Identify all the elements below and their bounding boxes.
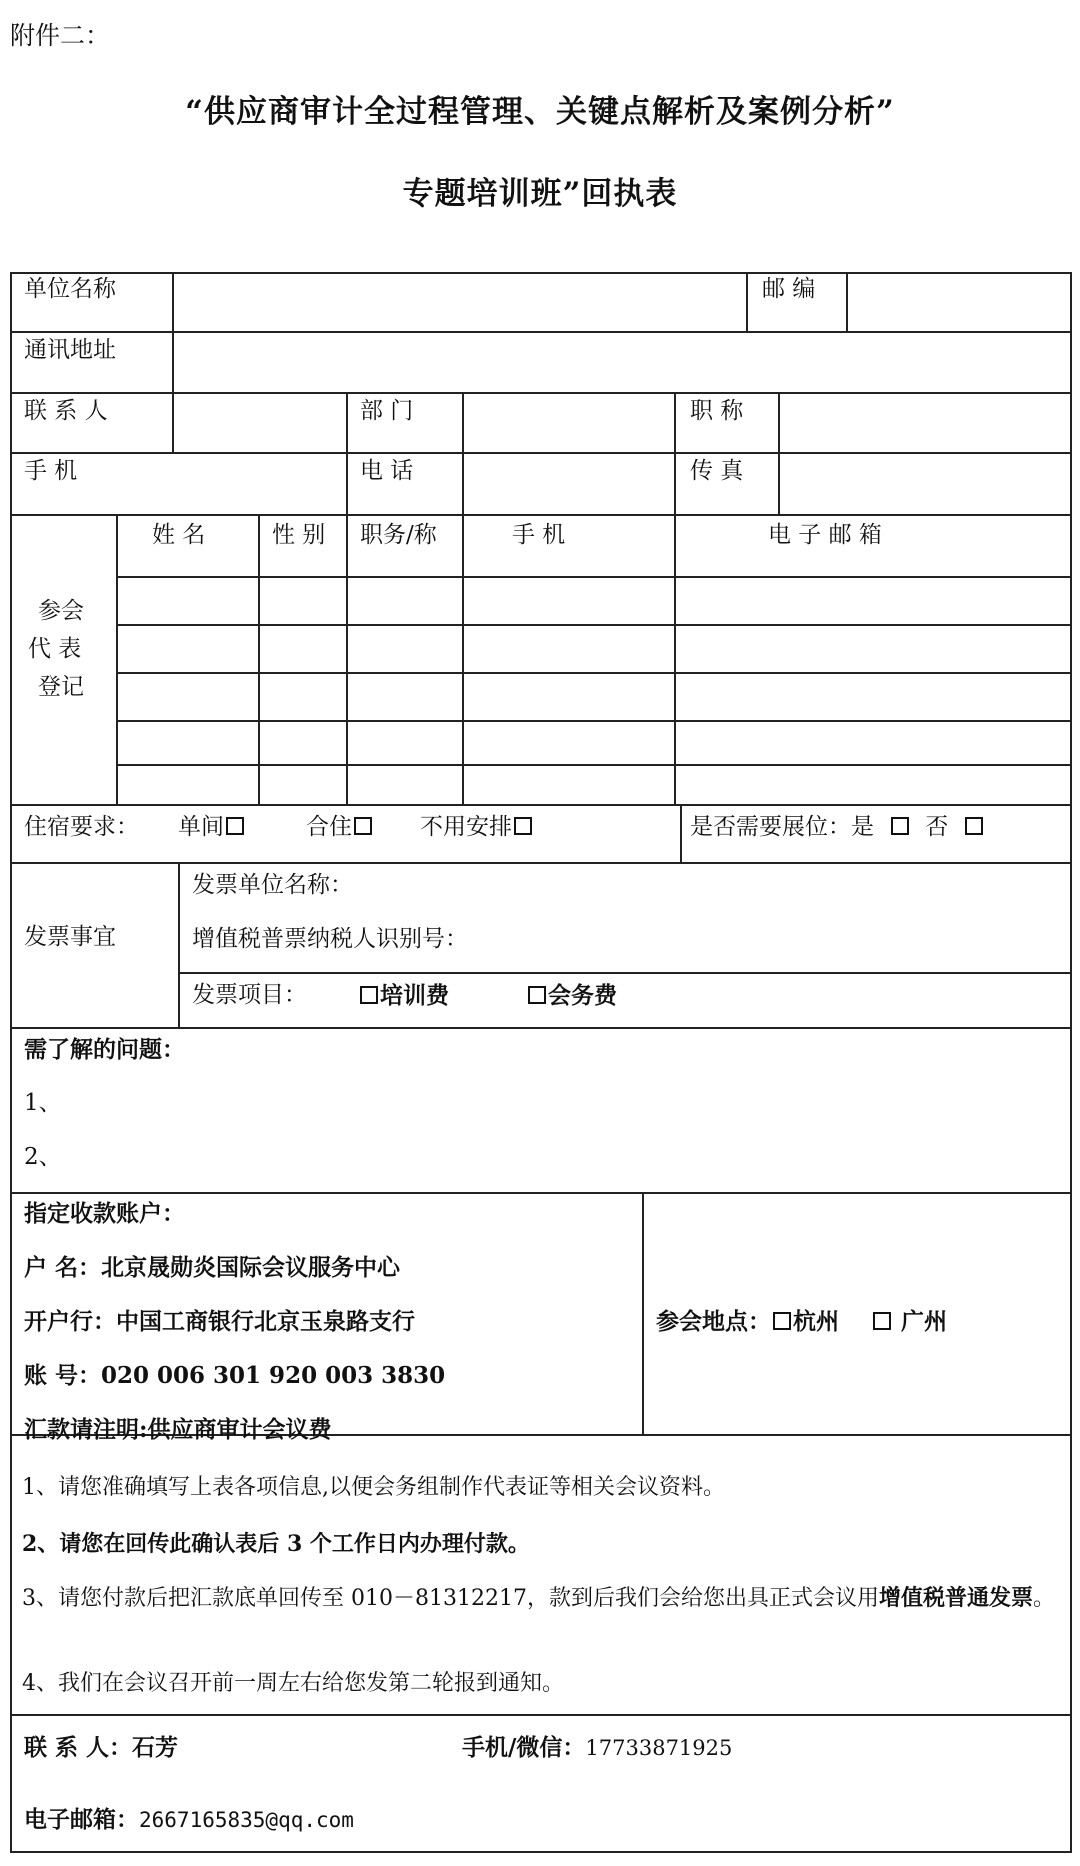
meeting-fee-checkbox[interactable]: [528, 986, 546, 1004]
postcode-label: 邮 编: [762, 276, 816, 302]
footer-mobile: [462, 1734, 732, 1762]
shared-room-checkbox[interactable]: [354, 817, 372, 835]
meeting-fee-label: 会务费: [548, 982, 617, 1009]
booth-no-label: 否: [925, 814, 949, 840]
unit-name-field[interactable]: [176, 276, 742, 328]
lodging-none-option[interactable]: [420, 814, 534, 842]
note-3-emphasis-1: 增值税: [878, 1585, 945, 1611]
booth-yes-label: 是否需要展位：是: [690, 814, 874, 840]
training-fee-label: 培训费: [380, 982, 449, 1009]
job-title-label: 职 称: [690, 398, 744, 424]
mobile-field[interactable]: [176, 456, 342, 510]
attendee-row-3[interactable]: [120, 676, 1068, 716]
col-header-mobile: 手 机: [512, 522, 566, 548]
footer-contact: [24, 1734, 178, 1762]
no-lodging-checkbox[interactable]: [514, 817, 532, 835]
invoice-meeting-option[interactable]: [526, 982, 617, 1010]
note-3-end: 。: [1033, 1586, 1056, 1611]
lodging-label: 住宿要求：: [24, 814, 139, 840]
question-2[interactable]: 2、: [24, 1144, 62, 1170]
single-room-checkbox[interactable]: [226, 817, 244, 835]
account-number: 账 号：020 006 301 920 003 3830: [24, 1362, 446, 1389]
invoice-items-label: 发票项目：: [192, 982, 307, 1008]
footer-mobile-value: 17733871925: [585, 1736, 733, 1760]
footer-email: [24, 1806, 354, 1834]
form-title-line2: 专题培训班”回执表: [402, 176, 678, 212]
lodging-single-option[interactable]: [178, 814, 246, 842]
col-header-gender: 性 别: [272, 522, 326, 548]
footer-contact-name: 石芳: [132, 1734, 179, 1761]
guangzhou-checkbox[interactable]: [873, 1312, 891, 1330]
contact-field[interactable]: [176, 396, 342, 448]
attendee-row-5[interactable]: [120, 768, 1068, 800]
unit-name-label: 单位名称: [24, 276, 116, 302]
footer-email-value[interactable]: 2667165835@qq.com: [139, 1808, 354, 1832]
question-1[interactable]: 1、: [24, 1090, 62, 1116]
account-name: 户 名：北京晟勋炎国际会议服务中心: [24, 1254, 401, 1281]
job-title-field[interactable]: [782, 396, 1066, 448]
phone-label: 电 话: [360, 458, 414, 484]
footer-contact-label: 联 系 人：: [24, 1734, 133, 1761]
mobile-label: 手 机: [24, 458, 78, 484]
invoice-label: 发票事宜: [24, 924, 116, 950]
fax-label: 传 真: [690, 458, 744, 484]
fax-field[interactable]: [782, 456, 1066, 510]
booth-question: [690, 814, 985, 842]
questions-label: 需了解的问题：: [24, 1036, 185, 1063]
footer-mobile-label: 手机/微信：: [462, 1734, 586, 1761]
phone-field[interactable]: [466, 456, 670, 510]
postcode-field[interactable]: [850, 276, 1066, 328]
attendee-row-1[interactable]: [120, 580, 1068, 620]
single-room-label: 单间: [178, 814, 224, 840]
col-header-name: 姓 名: [152, 522, 206, 548]
address-field[interactable]: [176, 336, 1066, 388]
address-label: 通讯地址: [24, 337, 116, 363]
note-1: 1、请您准确填写上表各项信息,以便会务组制作代表证等相关会议资料。: [22, 1475, 725, 1500]
hangzhou-checkbox[interactable]: [773, 1312, 791, 1330]
col-header-email: 电 子 邮 箱: [768, 522, 882, 548]
note-4: 4、我们在会议召开前一周左右给您发第二轮报到通知。: [22, 1671, 564, 1696]
attendee-row-2[interactable]: [120, 628, 1068, 668]
venue-label: 参会地点：: [656, 1308, 771, 1335]
venue-options: [656, 1308, 947, 1336]
note-3-emphasis-2: 普通发票: [944, 1585, 1033, 1611]
note-3-text: 3、请您付款后把汇款底单回传至 010－81312217，款到后我们会给您出具正式会议用: [22, 1586, 879, 1611]
note-3: [22, 1584, 1062, 1614]
form-title-line1: “供应商审计全过程管理、关键点解析及案例分析”: [185, 94, 895, 130]
department-label: 部 门: [360, 398, 414, 424]
attendee-row-4[interactable]: [120, 724, 1068, 760]
lodging-shared-option[interactable]: [306, 814, 374, 842]
attachment-label: 附件二：: [10, 21, 111, 50]
account-bank: 开户行：中国工商银行北京玉泉路支行: [24, 1308, 415, 1335]
note-2: 2、请您在回传此确认表后 3 个工作日内办理付款。: [22, 1531, 530, 1557]
department-field[interactable]: [466, 396, 670, 448]
invoice-training-option[interactable]: [358, 982, 449, 1010]
shared-room-label: 合住: [306, 814, 352, 840]
booth-yes-checkbox[interactable]: [891, 817, 909, 835]
attendee-side-label-1: 参会: [38, 598, 84, 624]
hangzhou-label: 杭州: [793, 1308, 839, 1335]
invoice-unit-name-label: 发票单位名称：: [192, 872, 353, 898]
contact-label: 联 系 人: [24, 398, 108, 424]
training-fee-checkbox[interactable]: [360, 986, 378, 1004]
attendee-side-label-2: 代 表: [28, 636, 82, 662]
booth-no-checkbox[interactable]: [965, 817, 983, 835]
account-label: 指定收款账户：: [24, 1200, 185, 1227]
footer-email-label: 电子邮箱：: [24, 1806, 139, 1833]
attendee-side-label-3: 登记: [38, 674, 84, 700]
no-lodging-label: 不用安排: [420, 814, 512, 840]
col-header-position: 职务/称: [360, 522, 437, 548]
account-remark: 汇款请注明:供应商审计会议费: [24, 1416, 332, 1443]
invoice-tax-id-label: 增值税普票纳税人识别号：: [192, 926, 468, 952]
guangzhou-label: 广州: [901, 1308, 948, 1335]
